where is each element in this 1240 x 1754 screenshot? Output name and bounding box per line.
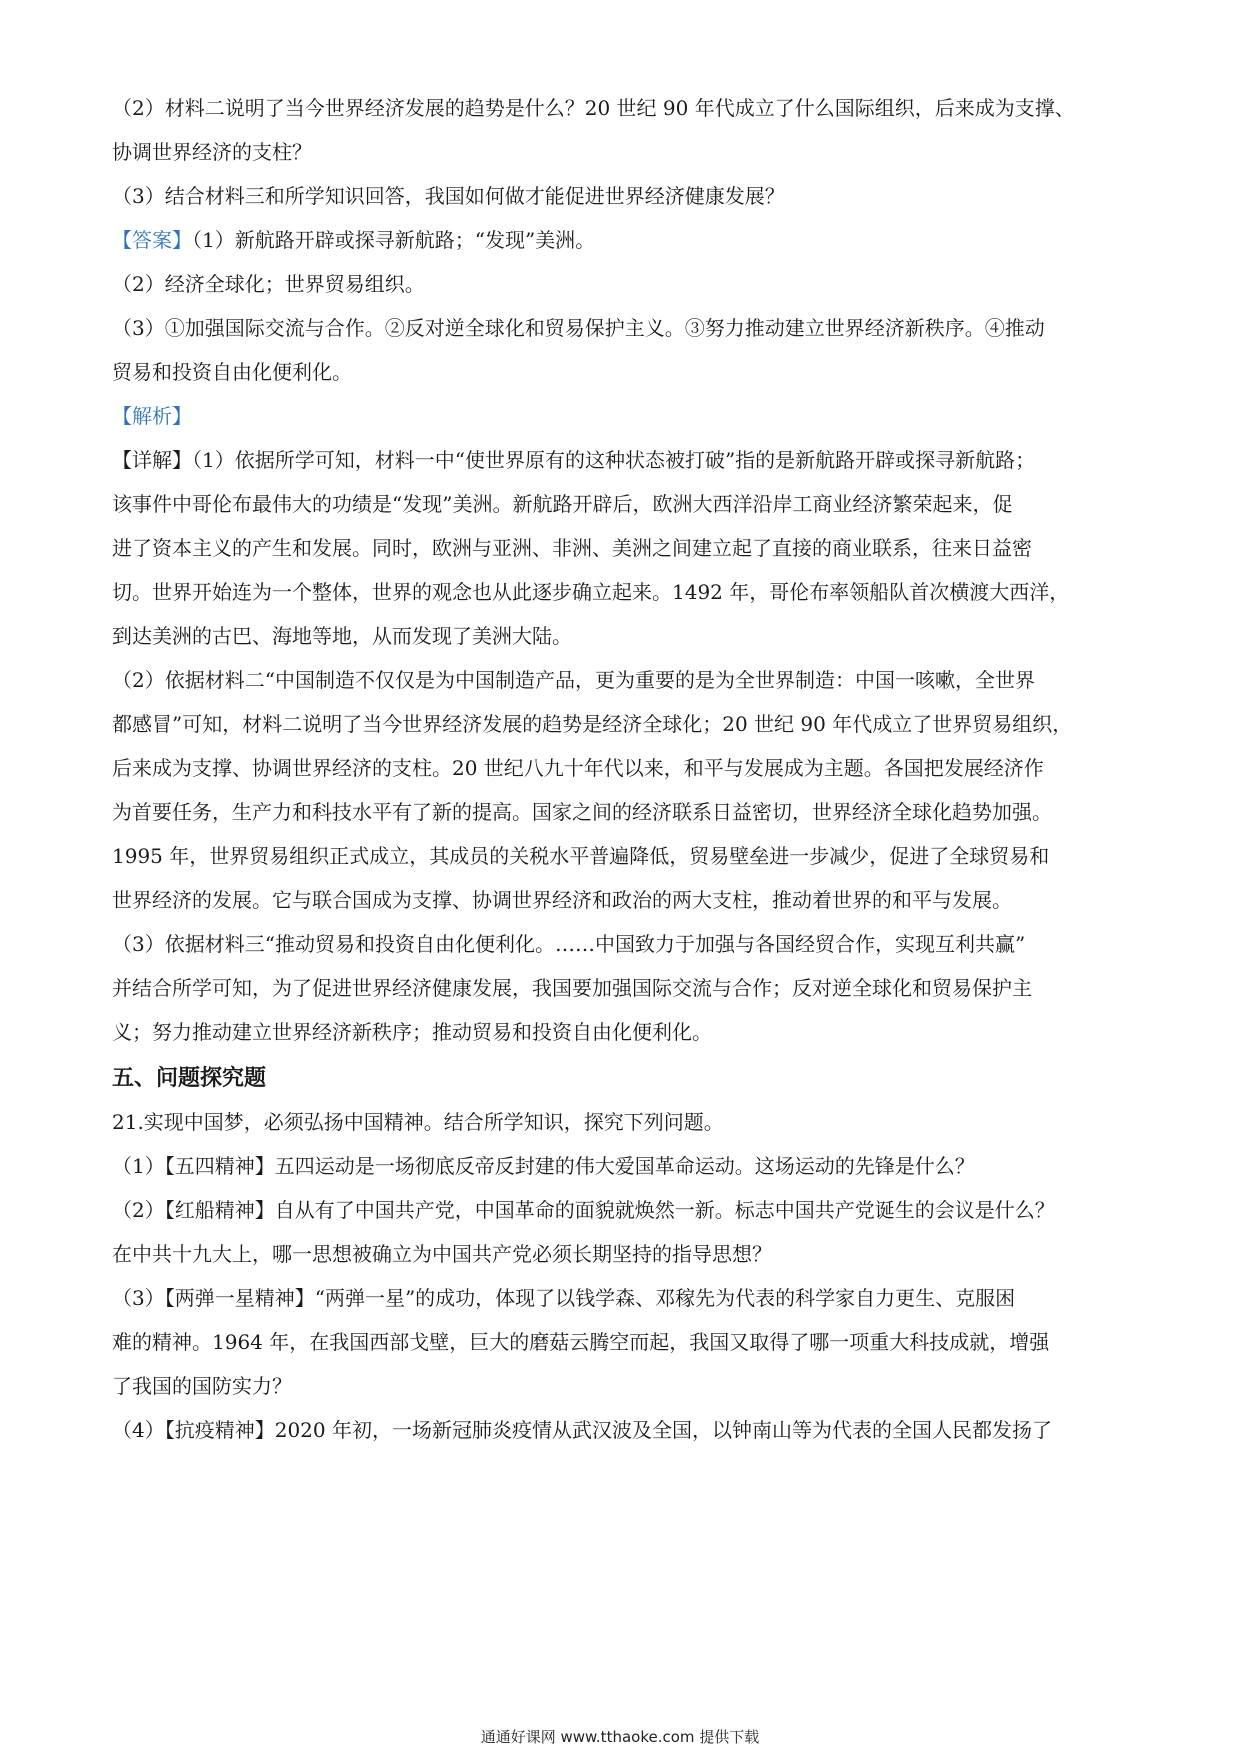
detail-2-line-1: （2）依据材料二“中国制造不仅仅是为中国制造产品，更为重要的是为全世界制造：中国一咳嗽，全世界 (112, 668, 1035, 692)
detail-2-line-6: 世界经济的发展。它与联合国成为支撑、协调世界经济和政治的两大支柱，推动着世界的和平与发展。 (112, 888, 1012, 912)
question-21-part-1: （1）【五四精神】五四运动是一场彻底反帝反封建的伟大爱国革命运动。这场运动的先锋是什么？ (112, 1154, 975, 1178)
question-21-part-3-line-1: （3）【两弹一星精神】“两弹一星”的成功，体现了以钱学森、邓稼先为代表的科学家自力更生、克服困 (112, 1286, 1016, 1310)
detail-1-line-5: 到达美洲的古巴、海地等地，从而发现了美洲大陆。 (112, 624, 572, 648)
question-2-line-1: （2）材料二说明了当今世界经济发展的趋势是什么？20 世纪 90 年代成立了什么国际组织，后来成为支撑、 (112, 96, 1075, 120)
question-21-part-3-line-2: 难的精神。1964 年，在我国西部戈壁，巨大的磨菇云腾空而起，我国又取得了哪一项重大科技成就，增强 (112, 1330, 1050, 1354)
analysis-label: 【解析】 (112, 404, 192, 428)
question-21: 21.实现中国梦，必须弘扬中国精神。结合所学知识，探究下列问题。 (112, 1110, 724, 1134)
question-21-part-2-line-2: 在中共十九大上，哪一思想被确立为中国共产党必须长期坚持的指导思想？ (112, 1242, 772, 1266)
answer-3-line-1: （3）①加强国际交流与合作。②反对逆全球化和贸易保护主义。③努力推动建立世界经济新秩序。④推动 (112, 316, 1045, 340)
detail-2-line-4: 为首要任务，生产力和科技水平有了新的提高。国家之间的经济联系日益密切，世界经济全球化趋势加强。 (112, 800, 1052, 824)
question-2-line-2: 协调世界经济的支柱？ (112, 140, 312, 164)
section-heading: 五、问题探究题 (112, 1065, 267, 1091)
detail-2-line-5: 1995 年，世界贸易组织正式成立，其成员的关税水平普遍降低，贸易壁垒进一步减少，促进了全球贸易和 (112, 844, 1050, 868)
answer-3-line-2: 贸易和投资自由化便利化。 (112, 360, 352, 384)
detail-2-line-2: 都感冒”可知，材料二说明了当今世界经济发展的趋势是经济全球化；20 世纪 90 年代成立了世界贸易组织， (112, 712, 1073, 736)
detail-3-line-2: 并结合所学可知，为了促进世界经济健康发展，我国要加强国际交流与合作；反对逆全球化和贸易保护主 (112, 976, 1032, 1000)
answer-2: （2）经济全球化；世界贸易组织。 (112, 272, 425, 296)
question-21-part-3-line-3: 了我国的国防实力？ (112, 1374, 292, 1398)
detail-3-line-1: （3）依据材料三“推动贸易和投资自由化便利化。……中国致力于加强与各国经贸合作，实现互利共赢” (112, 932, 1026, 956)
question-21-part-4-line-1: （4）【抗疫精神】2020 年初，一场新冠肺炎疫情从武汉波及全国，以钟南山等为代表的全国人民都发扬了 (112, 1418, 1052, 1442)
answer-1: （1）新航路开辟或探寻新航路；“发现”美洲。 (192, 228, 596, 252)
question-3-line-1: （3）结合材料三和所学知识回答，我国如何做才能促进世界经济健康发展？ (112, 184, 785, 208)
detail-1-line-2: 该事件中哥伦布最伟大的功绩是“发现”美洲。新航路开辟后，欧洲大西洋沿岸工商业经济繁荣起来，促 (112, 492, 1013, 516)
detail-2-line-3: 后来成为支撑、协调世界经济的支柱。20 世纪八九十年代以来，和平与发展成为主题。各国把发展经济作 (112, 756, 1044, 780)
detail-1-line-3: 进了资本主义的产生和发展。同时，欧洲与亚洲、非洲、美洲之间建立起了直接的商业联系，往来日益密 (112, 536, 1032, 560)
detail-1-line-4: 切。世界开始连为一个整体，世界的观念也从此逐步确立起来。1492 年，哥伦布率领船队首次横渡大西洋， (112, 580, 1070, 604)
answer-label: 【答案】 (112, 228, 192, 252)
detail-1-line-1: 【详解】（1）依据所学可知，材料一中“使世界原有的这种状态被打破”指的是新航路开辟或探寻新航路； (112, 448, 1036, 472)
answer-line-1 (112, 225, 1132, 255)
footer-watermark: 通通好课网 www.tthaoke.com 提供下载 (480, 1728, 760, 1746)
detail-3-line-3: 义；努力推动建立世界经济新秩序；推动贸易和投资自由化便利化。 (112, 1020, 712, 1044)
question-21-part-2-line-1: （2）【红船精神】自从有了中国共产党，中国革命的面貌就焕然一新。标志中国共产党诞生的会议是什么？ (112, 1198, 1055, 1222)
